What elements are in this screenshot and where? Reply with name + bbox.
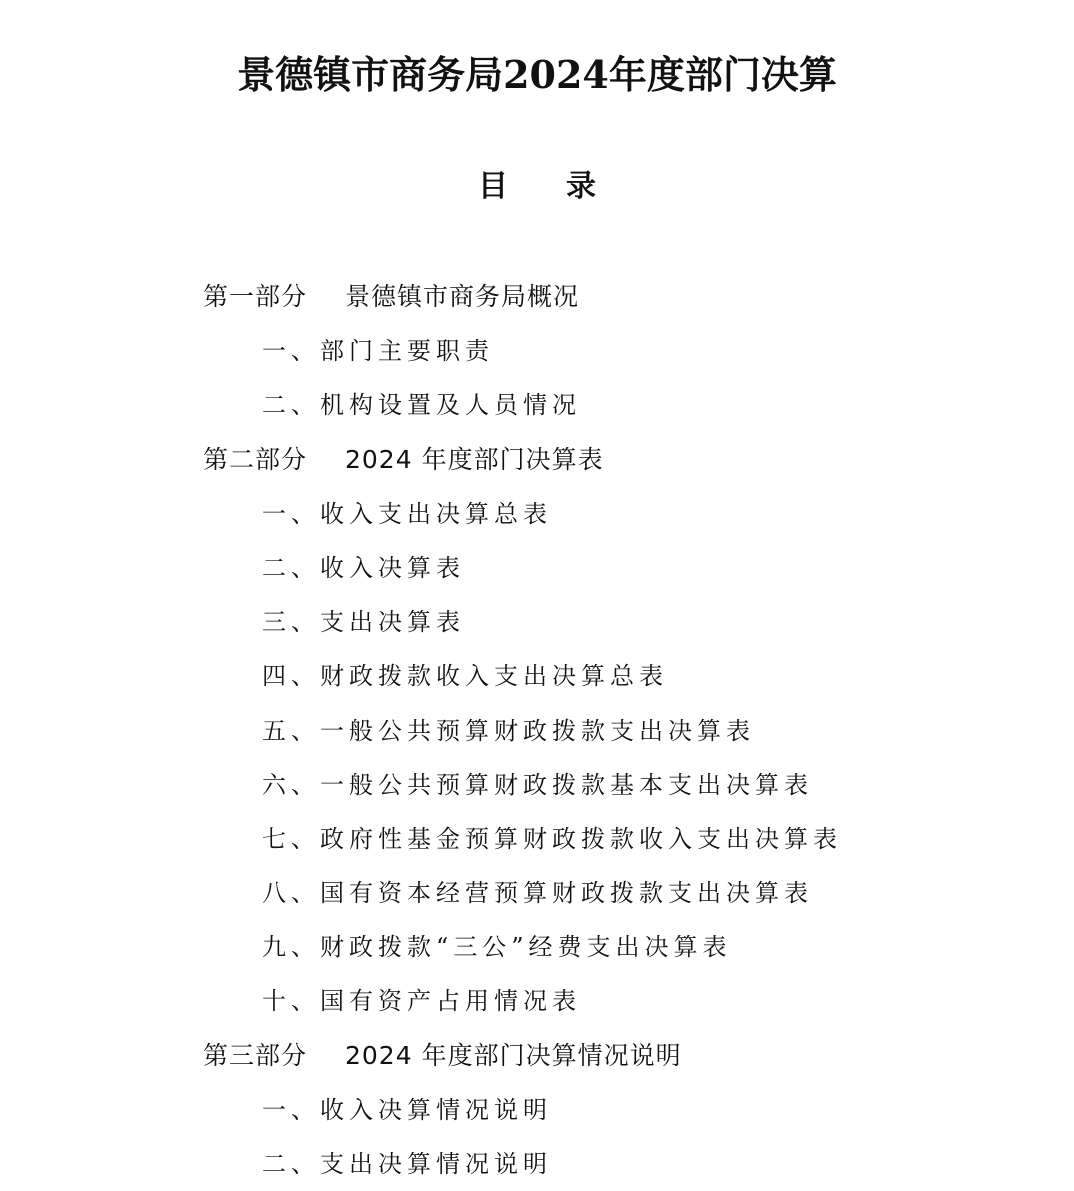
toc-heading-char-1: 目	[478, 169, 508, 204]
toc-part-3[interactable]	[0, 1029, 1074, 1083]
document-title: 景德镇市商务局2024年度部门决算	[237, 52, 837, 97]
part-number: 第三部分	[203, 1040, 308, 1070]
toc-heading-char-2: 录	[566, 169, 596, 204]
table-of-contents	[0, 270, 1074, 1191]
toc-item[interactable]: 十、国有资产占用情况表	[262, 987, 581, 1016]
part-title: 2024 年度部门决算表	[345, 444, 604, 474]
toc-item[interactable]: 一、收入决算情况说明	[262, 1095, 552, 1124]
toc-item[interactable]: 二、收入决算表	[262, 553, 465, 582]
toc-item[interactable]: 二、机构设置及人员情况	[262, 391, 581, 420]
part-number: 第一部分	[203, 282, 308, 311]
toc-part-1[interactable]	[0, 270, 1074, 324]
toc-item[interactable]: 四、财政拨款收入支出决算总表	[262, 662, 668, 691]
toc-heading	[0, 164, 1074, 210]
toc-item[interactable]: 九、财政拨款“三公”经费支出决算表	[262, 933, 732, 962]
part-title: 2024 年度部门决算情况说明	[345, 1040, 682, 1070]
toc-item[interactable]: 一、部门主要职责	[262, 337, 494, 366]
part-title: 景德镇市商务局概况	[345, 282, 580, 311]
toc-part-2[interactable]	[0, 433, 1074, 487]
toc-item[interactable]: 六、一般公共预算财政拨款基本支出决算表	[262, 770, 813, 799]
toc-item[interactable]: 七、政府性基金预算财政拨款收入支出决算表	[262, 824, 842, 853]
toc-item[interactable]: 三、支出决算表	[262, 608, 465, 637]
toc-item[interactable]: 五、一般公共预算财政拨款支出决算表	[262, 716, 755, 745]
toc-item[interactable]: 二、支出决算情况说明	[262, 1150, 552, 1178]
toc-item[interactable]: 八、国有资本经营预算财政拨款支出决算表	[262, 879, 813, 908]
part-number: 第二部分	[203, 444, 308, 474]
toc-item[interactable]: 一、收入支出决算总表	[262, 499, 552, 528]
